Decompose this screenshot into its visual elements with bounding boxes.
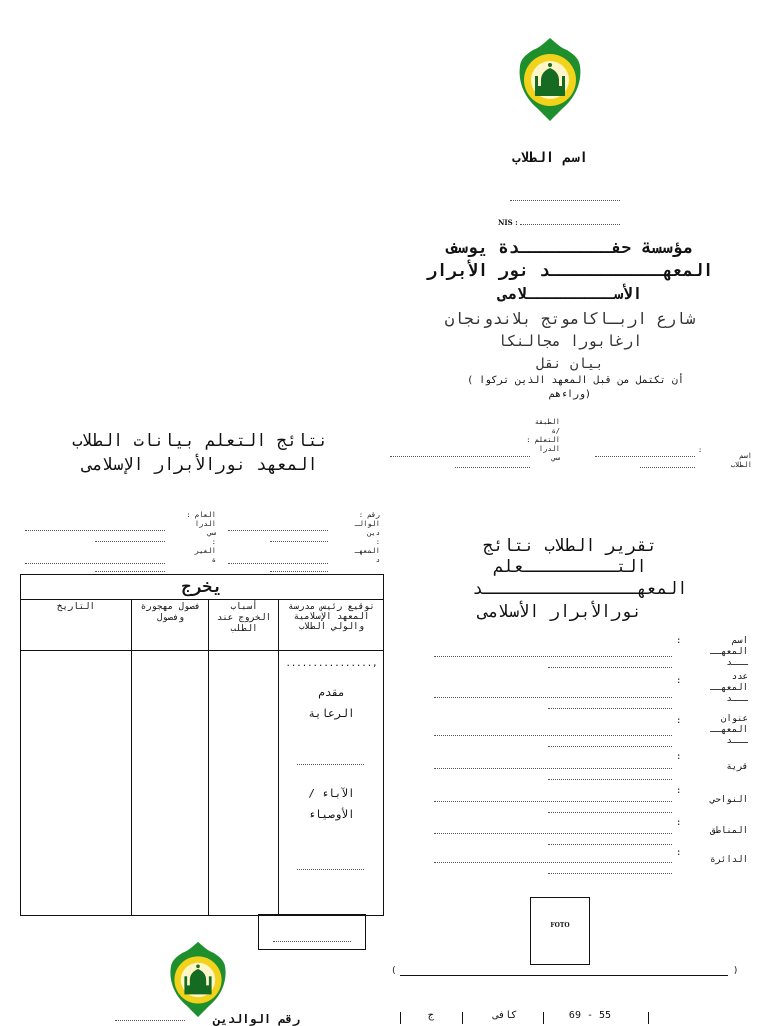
field-class-b: /ة — [551, 427, 560, 435]
left-line-l4 — [95, 571, 165, 572]
left-line-r2 — [270, 541, 328, 542]
district-address: ارغابورا مجالنكا — [497, 332, 643, 350]
line-f2 — [548, 844, 672, 845]
col-date — [21, 600, 131, 915]
header-signature: توقيع رئيس مدرسة المعهد الإسلامية والولي الطلاب — [279, 600, 384, 651]
exit-table — [20, 574, 384, 916]
exit-table-title: يخرج — [21, 575, 383, 600]
report-title-3: المعهـــــــــــــــد — [472, 579, 688, 599]
field-class: الطبقة — [534, 418, 560, 426]
field-institute-count: عدد المعهــ ـــد — [710, 672, 748, 704]
left-line-r1 — [228, 530, 328, 531]
field-study-b: سي — [551, 454, 560, 462]
grade-sep-2 — [462, 1012, 463, 1024]
field-institute-address-sep: : — [676, 716, 682, 726]
col-signature — [278, 600, 384, 915]
left-line-r4 — [270, 571, 328, 572]
logo-bottom — [163, 940, 233, 1018]
field-circle-sep: : — [676, 848, 682, 858]
grade-row — [400, 1012, 660, 1024]
institute-name: المعهـــــــــــد نور الأبرار — [426, 261, 714, 281]
grade-sep-4 — [648, 1012, 649, 1024]
line-g2 — [548, 873, 672, 874]
field-study-l2: سي — [207, 529, 216, 537]
field-other: الغير — [194, 547, 216, 555]
class-line-2 — [455, 467, 530, 468]
photo-box — [530, 897, 590, 965]
sign-line — [400, 975, 728, 976]
field-colon-l: : — [211, 538, 216, 546]
col-reasons — [208, 600, 279, 915]
grade-range: 55 - 69 — [568, 1010, 612, 1021]
field-institute-name-sep: : — [676, 636, 682, 646]
line-a2 — [548, 667, 672, 668]
field-learning: التعلم : — [526, 436, 560, 444]
field-study: الدرا — [538, 445, 560, 453]
class-line-1 — [390, 456, 530, 457]
nis-row — [498, 218, 638, 227]
cell-sponsor-a: مقدم — [318, 686, 345, 699]
field-study-l: الدرا — [194, 520, 216, 528]
left-line-r3 — [228, 563, 328, 564]
student-name-label: اسم الطلاب — [512, 150, 588, 166]
field-region-sep: : — [676, 818, 682, 828]
field-subdistrict-sep: : — [676, 786, 682, 796]
field-region: المناطق — [710, 826, 748, 836]
field-other-b: ة — [211, 556, 216, 564]
parent-number-label: رقم الوالدين — [213, 1012, 300, 1026]
line-a1 — [434, 656, 672, 657]
cell-date-line: ................, — [285, 659, 378, 669]
left-title-2: المعهد نورالأبرار الإسلامى — [82, 455, 318, 475]
parents-sign-line — [297, 869, 364, 870]
left-fields-left — [172, 511, 216, 565]
line-b1 — [434, 697, 672, 698]
field-village-sep: : — [676, 752, 682, 762]
left-line-l1 — [25, 530, 165, 531]
left-fields-right — [332, 511, 380, 565]
logo-top — [517, 36, 583, 122]
report-title-4: نورالأبرار الأسلامى — [478, 602, 642, 622]
parent-number-line — [115, 1020, 185, 1021]
cell-parents-b: الأوصياء — [308, 808, 355, 821]
field-religion: دين — [367, 529, 380, 537]
field-institute-count-sep: : — [676, 676, 682, 686]
line-g1 — [434, 862, 672, 863]
header-reasons: أسباب الخروج عند الطلب — [209, 600, 279, 651]
line-e1 — [434, 801, 672, 802]
line-c1 — [434, 735, 672, 736]
grade-sep-3 — [543, 1012, 544, 1024]
photo-label: FOTO — [550, 922, 570, 929]
field-village: قرية — [726, 762, 748, 772]
line-d1 — [434, 768, 672, 769]
line-c2 — [548, 746, 672, 747]
name-line-1 — [595, 456, 695, 457]
col-classes — [131, 600, 209, 915]
nis-label: NIS : — [498, 218, 518, 227]
transfer-note: أن تكتمل من قبل المعهد الذين تركوا ) — [467, 375, 684, 386]
left-title-1: نتائج التعلم بيانات الطلاب — [72, 431, 328, 451]
field-year: العام : — [186, 511, 216, 519]
field-parent: الوالـ — [354, 520, 380, 528]
line-e2 — [548, 812, 672, 813]
small-box — [258, 914, 366, 950]
field-institute: المعهـ — [354, 547, 380, 555]
line-d2 — [548, 779, 672, 780]
name-field-label: اسم الطلاب — [730, 452, 752, 469]
field-institute-name: اسم المعهــ ـــد — [710, 636, 748, 668]
line-b2 — [548, 708, 672, 709]
grade-sep-1 — [400, 1012, 401, 1024]
header-classes: فصول مهجورة وفصول — [132, 600, 209, 651]
islamic-word: الأســـــــــلامى — [497, 284, 643, 303]
name-line-2 — [640, 467, 695, 468]
field-number: رقم : — [358, 511, 380, 519]
sponsor-sign-line — [297, 764, 364, 765]
street-address: شارع اربـاكاموتج بلاندونجان — [444, 309, 696, 328]
line-f1 — [434, 833, 672, 834]
field-subdistrict: النواحي — [710, 795, 748, 805]
grade-letter: ج — [427, 1010, 435, 1021]
field-institute-address: عنوان المعهــ ـــد — [710, 714, 748, 746]
header-date: التاريخ — [21, 600, 131, 651]
name-colon: : — [698, 446, 703, 454]
field-institute-b: د — [375, 556, 380, 564]
transfer-note-2: (وراءهم — [548, 389, 592, 400]
transfer-title: بيان نقل — [536, 356, 604, 372]
foundation-name: مؤسسة حفـــــــــدة يوسف — [447, 238, 693, 258]
cell-parents-a: الآباء / — [308, 787, 355, 800]
student-name-line — [510, 200, 620, 201]
field-circle: الدائرة — [710, 855, 748, 865]
sign-paren-left: ( — [391, 966, 397, 976]
cell-sponsor-b: الرعاية — [308, 707, 355, 720]
small-box-line — [273, 941, 351, 942]
left-line-l2 — [95, 541, 165, 542]
grade-word: كافى — [492, 1010, 518, 1021]
report-title-1: تقرير الطلاب نتائج — [483, 536, 657, 556]
sign-paren-right: ) — [733, 966, 739, 976]
field-colon: : — [375, 538, 380, 546]
report-title-2: التـــــــــعلم — [493, 557, 647, 577]
left-line-l3 — [25, 563, 165, 564]
